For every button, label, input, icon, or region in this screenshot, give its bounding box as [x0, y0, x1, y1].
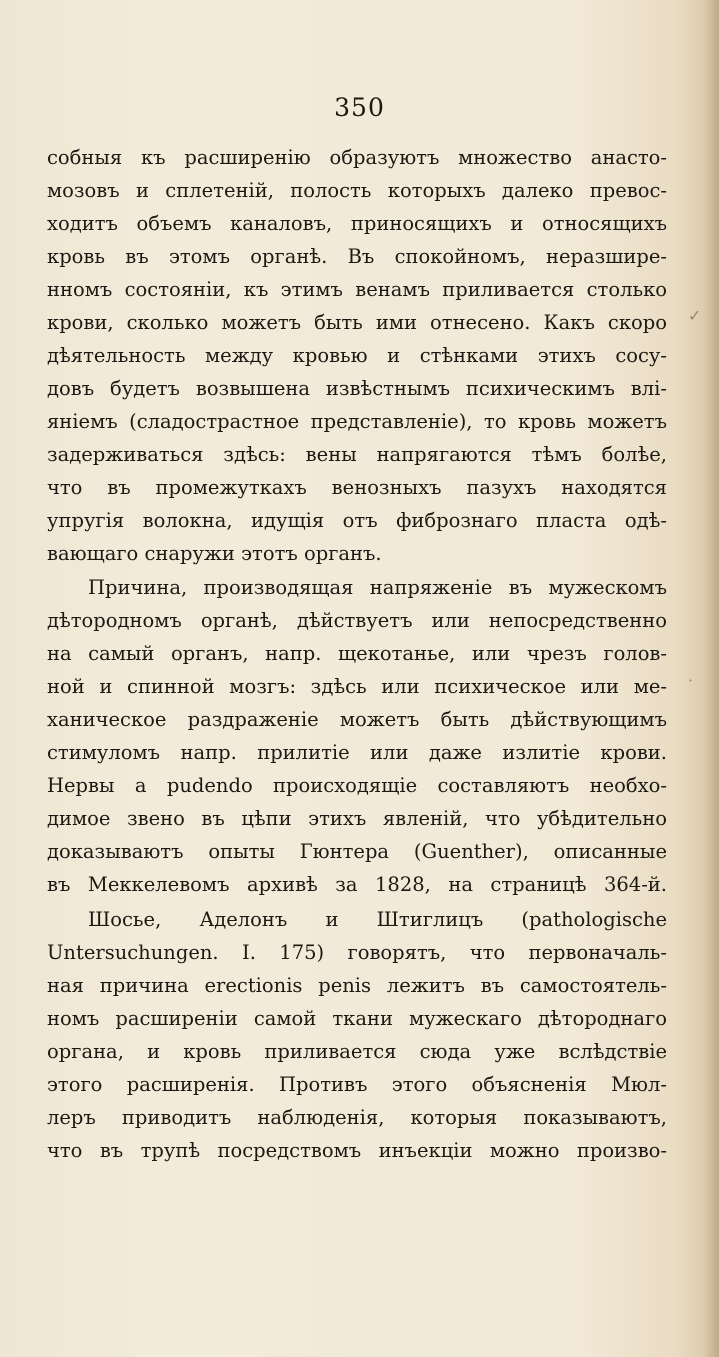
text-line: нномъ состояніи, къ этимъ венамъ приливается столько [47, 278, 667, 301]
text-line: крови, сколько можетъ быть ими отнесено. Какъ скоро [47, 311, 667, 334]
text-line: на самый органъ, напр. щекотанье, или чрезъ голов- [47, 642, 667, 665]
text-line: задерживаться здѣсь: вены напрягаются тѣмъ болѣе, [47, 443, 667, 466]
margin-dot-mark: · [688, 671, 694, 690]
text-line: собныя къ расширенію образуютъ множество анасто- [47, 146, 667, 169]
text-line: Нервы a pudendo происходящіе составляютъ необхо- [47, 774, 667, 797]
text-line: стимуломъ напр. прилитіе или даже излитіе крови. [47, 741, 667, 764]
text-line: органа, и кровь приливается сюда уже вслѣдствіе [47, 1040, 667, 1063]
text-line: мозовъ и сплетеній, полость которыхъ далеко превос- [47, 179, 667, 202]
text-line: доказываютъ опыты Гюнтера (Guenther), описанные [47, 840, 667, 863]
text-line: въ Меккелевомъ архивѣ за 1828, на страницѣ 364-й. [47, 873, 667, 896]
margin-tick-mark: ✓ [688, 306, 702, 325]
page-number: 350 [334, 93, 385, 122]
text-line: Шосье, Аделонъ и Штиглицъ (pathologische [88, 908, 667, 931]
text-line: димое звено въ цѣпи этихъ явленій, что убѣдительно [47, 807, 667, 830]
text-line: ной и спинной мозгъ: здѣсь или психическое или ме- [47, 675, 667, 698]
text-line: Untersuchungen. I. 175) говорятъ, что первоначаль- [47, 941, 667, 964]
text-line: ная причина erectionis penis лежитъ въ самостоятель- [47, 974, 667, 997]
text-line: леръ приводитъ наблюденія, которыя показываютъ, [47, 1106, 667, 1129]
text-line: ходитъ объемъ каналовъ, приносящихъ и относящихъ [47, 212, 667, 235]
text-line: этого расширенія. Противъ этого объясненія Мюл- [47, 1073, 667, 1096]
text-line: номъ расширеніи самой ткани мужескаго дѣтороднаго [47, 1007, 667, 1030]
text-line: дѣтородномъ органѣ, дѣйствуетъ или непосредственно [47, 609, 667, 632]
text-line: дѣятельность между кровью и стѣнками этихъ сосу- [47, 344, 667, 367]
text-line: яніемъ (сладострастное представленіе), то кровь можетъ [47, 410, 667, 433]
page-edge-shadow [703, 0, 719, 1357]
text-line: Причина, производящая напряженіе въ мужескомъ [88, 576, 667, 599]
text-line: довъ будетъ возвышена извѣстнымъ психическимъ влі- [47, 377, 667, 400]
text-line: вающаго снаружи этотъ органъ. [47, 542, 382, 565]
text-line: кровь въ этомъ органѣ. Въ спокойномъ, неразшире- [47, 245, 667, 268]
text-line: ханическое раздраженіе можетъ быть дѣйствующимъ [47, 708, 667, 731]
text-line: что въ трупѣ посредствомъ инъекціи можно произво- [47, 1139, 667, 1162]
text-line: упругія волокна, идущія отъ фибрознаго пласта одѣ- [47, 509, 667, 532]
text-line: что въ промежуткахъ венозныхъ пазухъ находятся [47, 476, 667, 499]
